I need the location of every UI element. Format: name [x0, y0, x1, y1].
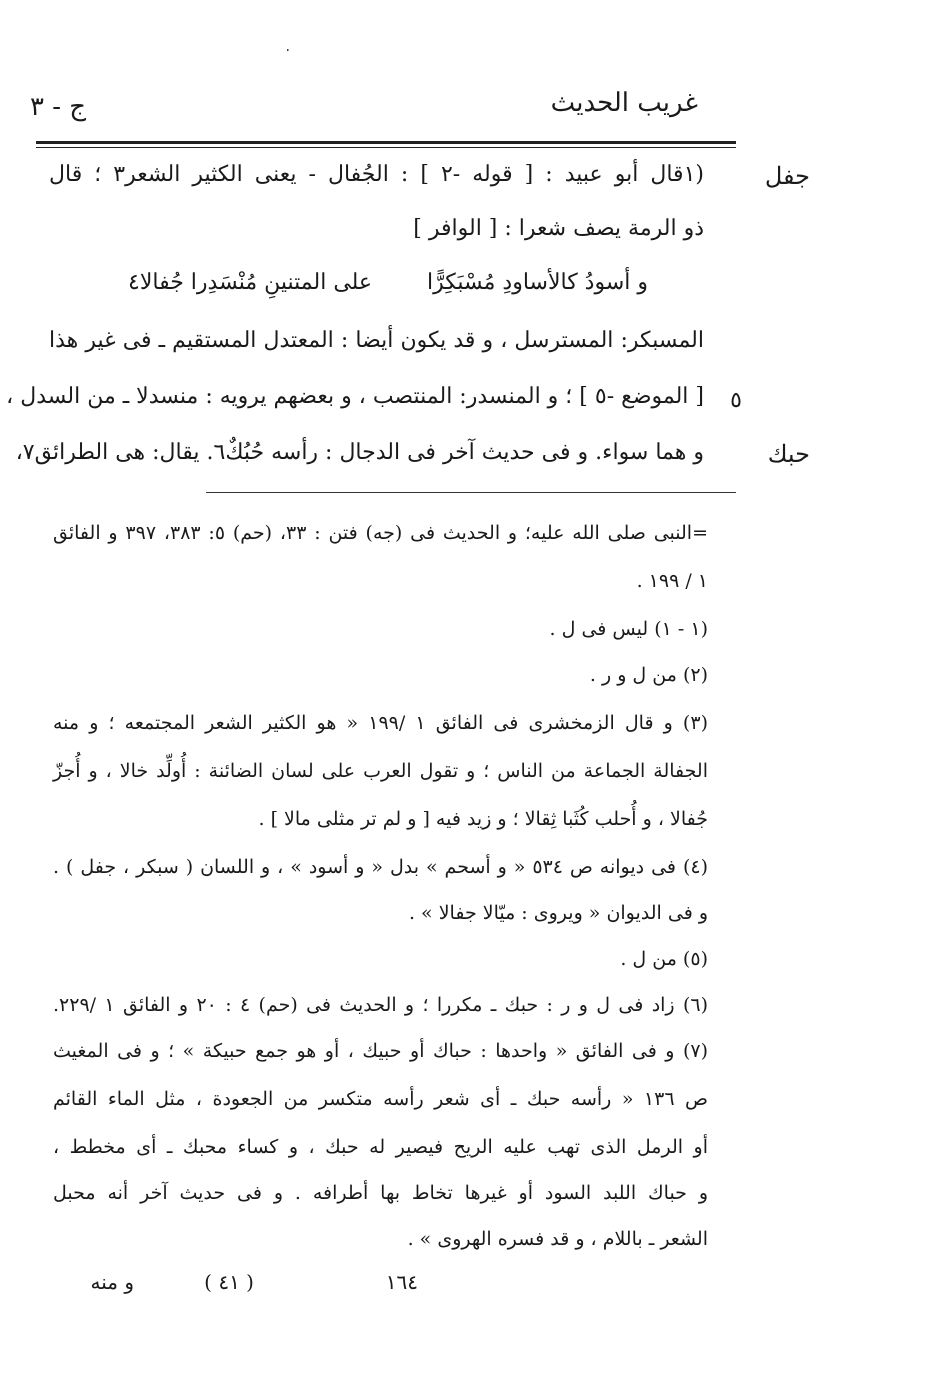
footnote-line-1: =النبى صلى الله عليه؛ و الحديث فى (جه) فتن : ٣٣، (حم) ٥: ٣٨٣، ٣٩٧ و الفائق — [53, 522, 709, 544]
body-line-6: و هما سواء. و فى حديث آخر فى الدجال : رأسه حُبُكٌ٦. يقال: هى الطرائق٧، — [15, 440, 704, 465]
footnote-line-9: و فى الديوان « ويروى : ميّالا جفالا » . — [408, 902, 708, 924]
page-number: ١٦٤ — [385, 1270, 418, 1294]
footnote-line-13: ص ١٣٦ « رأسه حبك ـ أى شعر رأسه متكسر من الجعودة ، مثل الماء القائم — [53, 1088, 708, 1110]
footnote-line-6: الجفالة الجماعة من الناس ؛ و تقول العرب على لسان الضائنة : أُولِّد خالا ، و أُجزّ — [53, 760, 708, 782]
body-line-2: ذو الرمة يصف شعرا : [ الوافر ] — [413, 216, 704, 241]
footnote-line-8: (٤) فى ديوانه ص ٥٣٤ « و أسحم » بدل « و أسود » ، و اللسان ( سبكر ، جفل ) . — [53, 856, 708, 878]
footnote-line-5: (٣) و قال الزمخشرى فى الفائق ١ /١٩٩ « هو الكثير الشعر المجتمعه ؛ و منه — [53, 712, 708, 734]
header-rule-thin — [36, 147, 736, 148]
footnote-line-4: (٢) من ل و ر . — [589, 664, 708, 686]
footnote-line-7: جُفالا ، و أُحلب كُثَبا ثِقالا ؛ و زيد فيه [ و لم تر مثلى مالا ] . — [258, 808, 708, 830]
footnote-line-3: (١ - ١) ليس فى ل . — [549, 618, 708, 640]
margin-keyword-jafal: جفل — [764, 162, 810, 190]
footnote-line-2: ١ / ١٩٩ . — [636, 570, 708, 592]
footnote-line-11: (٦) زاد فى ل و ر : حبك ـ مكررا ؛ و الحديث فى (حم) ٤ : ٢٠ و الفائق ١ /٢٢٩. — [53, 994, 708, 1016]
header-rule — [36, 141, 736, 144]
margin-keyword-hubuk: حبك — [767, 440, 810, 468]
volume-label: ج - ٣ — [30, 92, 87, 122]
running-title: غريب الحديث — [550, 88, 698, 118]
signature-mark: ( ٤١ ) — [204, 1270, 254, 1294]
body-line-5: [ الموضع -٥ ] ؛ و المنسدر: المنتصب ، و بعضهم يرويه : منسدلا ـ من السدل ، — [6, 384, 704, 409]
line-number: ٥ — [730, 388, 742, 413]
footnote-line-16: الشعر ـ باللام ، و قد فسره الهروى » . — [407, 1228, 708, 1250]
footnote-line-15: و حباك اللبد السود أو غيرها تخاط بها أطرافه . و فى حديث آخر أنه محبل — [53, 1182, 708, 1204]
footnote-separator — [206, 492, 736, 493]
verse — [128, 270, 648, 295]
footnote-line-14: أو الرمل الذى تهب عليه الريح فيصير له حبك ، و كساء محبك ـ أى مخطط ، — [53, 1136, 708, 1158]
stray-mark: ٠ — [284, 42, 292, 58]
footnote-line-12: (٧) و فى الفائق « واحدها : حباك أو حبيك ، أو هو جمع حبيكة » ؛ و فى المغيث — [53, 1040, 708, 1062]
verse-hemistich-right: و أسودُ كالأساودِ مُسْبَكِرًّا — [426, 270, 648, 295]
body-line-1: (١قال أبو عبيد : [ قوله -٢ ] : الجُفال - يعنى الكثير الشعر٣ ؛ قال — [49, 162, 704, 187]
body-line-4: المسبكر: المسترسل ، و قد يكون أيضا : المعتدل المستقيم ـ فى غير هذا — [49, 328, 704, 353]
verse-hemistich-left: على المتنينِ مُنْسَدِرا جُفالا٤ — [128, 270, 373, 295]
catchword: و منه — [90, 1270, 134, 1294]
footnote-line-10: (٥) من ل . — [620, 948, 708, 970]
